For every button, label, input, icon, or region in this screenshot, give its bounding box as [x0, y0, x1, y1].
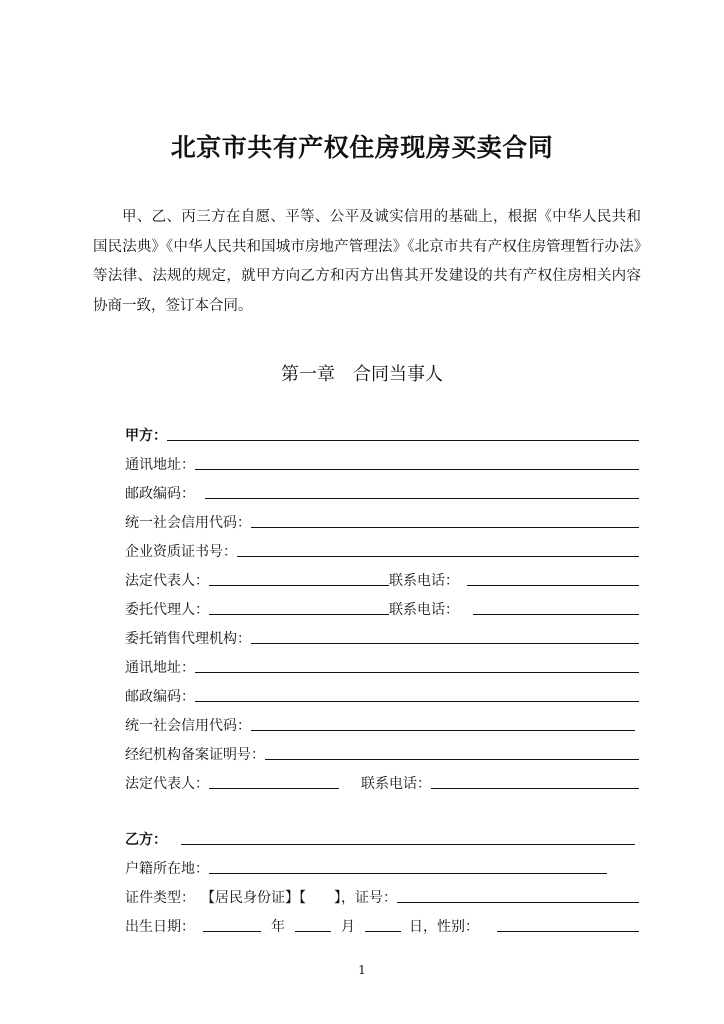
agency-credit-code-label: 统一社会信用代码：: [125, 718, 251, 734]
page-number: 1: [358, 963, 366, 977]
agency-record-field[interactable]: [265, 759, 639, 760]
party-a-field[interactable]: [167, 440, 639, 441]
dob-row: [125, 914, 639, 936]
party-a-postcode-row: [125, 481, 639, 503]
legal-rep-field[interactable]: [209, 585, 389, 586]
party-a-qualification-row: [125, 539, 639, 561]
agent-phone-label: 联系电话：: [389, 602, 459, 618]
sales-agency-field[interactable]: [251, 643, 639, 644]
credit-code-field[interactable]: [251, 527, 639, 528]
party-a-row: [125, 423, 639, 445]
dob-label: 出生日期：: [125, 919, 195, 935]
agency-legal-rep-label: 法定代表人：: [125, 776, 209, 792]
agency-legal-rep-field[interactable]: [209, 788, 339, 789]
dob-month-field[interactable]: [295, 931, 331, 932]
agency-address-label: 通讯地址：: [125, 660, 195, 676]
month-label: 月: [341, 919, 355, 935]
agency-postcode-label: 邮政编码：: [125, 689, 195, 705]
agency-legal-rep-row: [125, 771, 639, 793]
agency-postcode-row: [125, 684, 639, 706]
contract-title: 北京市共有产权住房现房买卖合同: [170, 133, 554, 162]
qualification-field[interactable]: [237, 556, 639, 557]
postcode-field[interactable]: [205, 498, 639, 499]
agency-credit-code-field[interactable]: [251, 730, 635, 731]
agency-record-row: [125, 742, 639, 764]
id-type-value[interactable]: 【居民身份证】【 】，证号：: [201, 890, 397, 906]
party-b-field[interactable]: [181, 844, 635, 845]
party-a-agent-row: [125, 597, 639, 619]
id-type-row: [125, 885, 639, 907]
party-b-row: [125, 827, 635, 849]
agency-phone-label: 联系电话：: [361, 776, 431, 792]
day-gender-label: 日，性别：: [409, 919, 479, 935]
sales-agency-row: [125, 626, 639, 648]
year-label: 年: [271, 919, 285, 935]
household-field[interactable]: [209, 873, 607, 874]
party-a-legal-rep-row: [125, 568, 639, 590]
agency-phone-field[interactable]: [431, 788, 639, 789]
household-label: 户籍所在地：: [125, 861, 209, 877]
phone-label: 联系电话：: [389, 573, 459, 589]
agent-field[interactable]: [209, 614, 389, 615]
dob-day-field[interactable]: [365, 931, 401, 932]
qualification-label: 企业资质证书号：: [125, 544, 237, 560]
id-type-label: 证件类型：: [125, 890, 195, 906]
sales-agency-label: 委托销售代理机构：: [125, 631, 251, 647]
household-row: [125, 856, 607, 878]
address-label: 通讯地址：: [125, 457, 195, 473]
agency-address-field[interactable]: [195, 672, 639, 673]
address-field[interactable]: [195, 469, 639, 470]
postcode-label: 邮政编码：: [125, 486, 195, 502]
agency-address-row: [125, 655, 639, 677]
gender-field[interactable]: [497, 931, 639, 932]
credit-code-label: 统一社会信用代码：: [125, 515, 251, 531]
phone-field[interactable]: [467, 585, 639, 586]
legal-rep-label: 法定代表人：: [125, 573, 209, 589]
party-a-label: 甲方：: [125, 428, 167, 444]
agency-postcode-field[interactable]: [195, 701, 639, 702]
chapter-heading: 第一章 合同当事人: [281, 364, 443, 385]
preamble-paragraph: 甲、乙、丙三方在自愿、平等、公平及诚实信用的基础上，根据《中华人民共和国民法典》《中华人民共和国城市房地产管理法》《北京市共有产权住房管理暂行办法》等法律、法规的规定，就甲方向乙方和丙方出售其开发建设的共有产权住房相关内容协商一致，签订本合同。: [93, 209, 641, 314]
agency-credit-row: [125, 713, 635, 735]
party-a-credit-row: [125, 510, 639, 532]
party-b-label: 乙方：: [125, 832, 167, 848]
id-number-field[interactable]: [397, 902, 639, 903]
agent-phone-field[interactable]: [473, 614, 639, 615]
party-a-address-row: [125, 452, 639, 474]
dob-year-field[interactable]: [203, 931, 261, 932]
agent-label: 委托代理人：: [125, 602, 209, 618]
agency-record-label: 经纪机构备案证明号：: [125, 747, 265, 763]
